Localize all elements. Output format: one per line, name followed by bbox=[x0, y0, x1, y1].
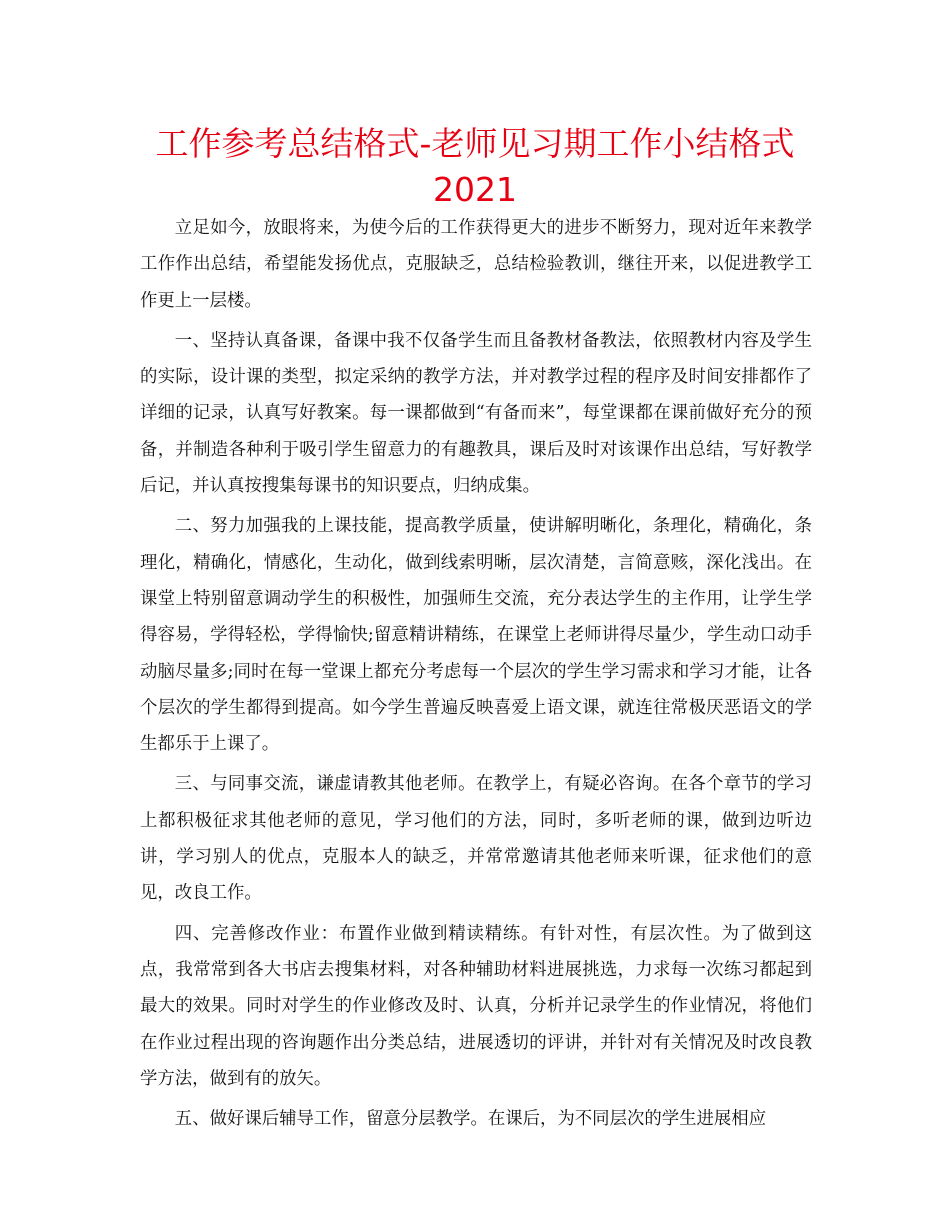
document-title: 工作参考总结格式-老师见习期工作小结格式 bbox=[155, 124, 795, 163]
document-body bbox=[140, 210, 812, 1141]
section-1-paragraph: 一、坚持认真备课，备课中我不仅备学生而且备教材备教法，依照教材内容及学生的实际，设计课的类型，拟定采纳的教学方法，并对教学过程的程序及时间安排都作了详细的记录，认真写好教案。每一课都做到“有备而来”，每堂课都在课前做好充分的预备，并制造各种利于吸引学生留意力的有趣教具，课后及时对该课作出总结，写好教学后记，并认真按搜集每课书的知识要点，归纳成集。 bbox=[140, 330, 812, 497]
section-4-paragraph: 四、完善修改作业：布置作业做到精读精练。有针对性，有层次性。为了做到这点，我常常到各大书店去搜集材料，对各种辅助材料进展挑选，力求每一次练习都起到最大的效果。同时对学生的作业修改及时、认真，分析并记录学生的作业情况，将他们在作业过程出现的咨询题作出分类总结，进展透切的评讲，并针对有关情况及时改良教学方法，做到有的放矢。 bbox=[140, 923, 812, 1089]
section-3-paragraph: 三、与同事交流，谦虚请教其他老师。在教学上，有疑必咨询。在各个章节的学习上都积极征求其他老师的意见，学习他们的方法，同时，多听老师的课，做到边听边讲，学习别人的优点，克服本人的缺乏，并常常邀请其他老师来听课，征求他们的意见，改良工作。 bbox=[140, 774, 812, 904]
section-5-paragraph: 五、做好课后辅导工作，留意分层教学。在课后，为不同层次的学生进展相应 bbox=[174, 1109, 767, 1130]
intro-paragraph: 立足如今，放眼将来，为使今后的工作获得更大的进步不断努力，现对近年来教学工作作出总结，希望能发扬优点，克服缺乏，总结检验教训，继往开来，以促进教学工作更上一层楼。 bbox=[140, 218, 812, 311]
document-title-year: 2021 bbox=[433, 170, 517, 209]
section-2-paragraph: 二、努力加强我的上课技能，提高教学质量，使讲解明晰化，条理化，精确化，条理化，精确化，情感化，生动化，做到线索明晰，层次清楚，言简意赅，深化浅出。在课堂上特别留意调动学生的积极性，加强师生交流，充分表达学生的主作用，让学生学得容易，学得轻松，学得愉快;留意精讲精练，在课堂上老师讲得尽量少，学生动口动手动脑尽量多;同时在每一堂课上都充分考虑每一个层次的学生学习需求和学习才能，让各个层次的学生都得到提高。如今学生普遍反映喜爱上语文课，就连往常极厌恶语文的学生都乐于上课了。 bbox=[140, 516, 812, 755]
